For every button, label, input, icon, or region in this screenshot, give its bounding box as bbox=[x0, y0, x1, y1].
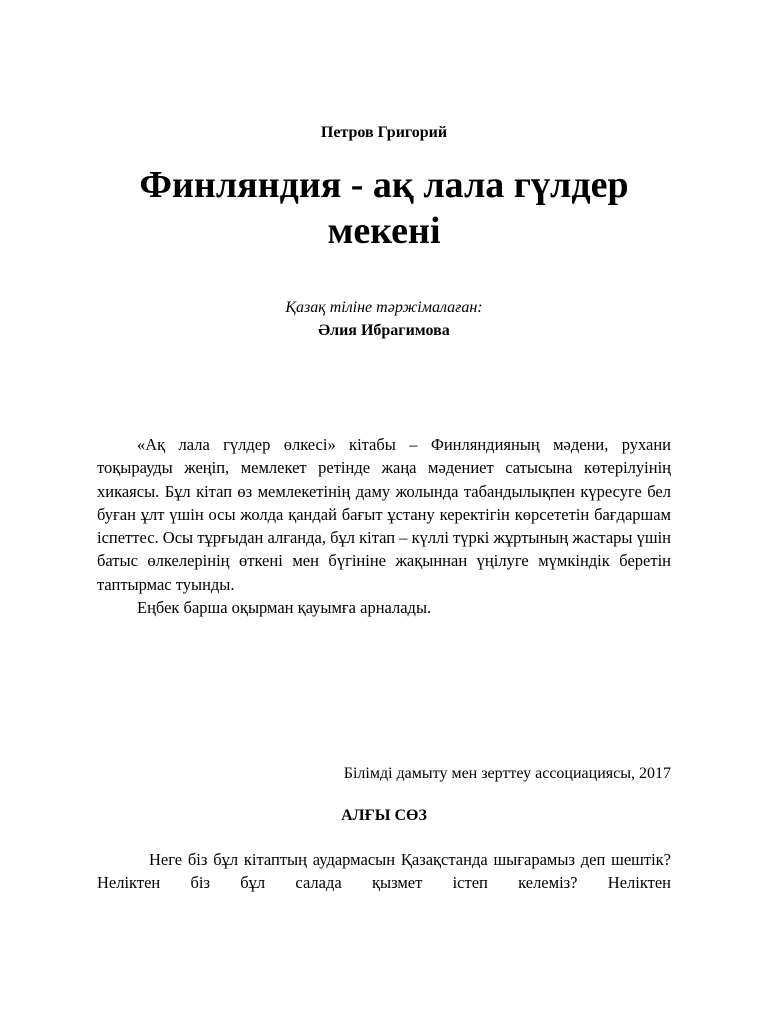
annotation-paragraph: Еңбек барша оқырман қауымға арналады. bbox=[137, 598, 432, 618]
book-title: Финляндия - ақ лала гүлдер мекені bbox=[139, 164, 629, 252]
publisher-line: Білімді дамыту мен зерттеу ассоциациясы, 2017 bbox=[343, 765, 671, 782]
foreword-paragraph: Неге біз бұл кітаптың аудармасын Қазақстанда шығарамыз деп шештік? Неліктен біз бұл салада қызмет істеп келеміз? Неліктен bbox=[97, 850, 671, 893]
translator-name: Әлия Ибрагимова bbox=[318, 322, 450, 339]
annotation-paragraph: «Ақ лала гүлдер өлкесі» кітабы – Финляндияның мәдени, рухани тоқырауды жеңіп, мемлекет ретінде жаңа мәдениет сатысына көтерілуінің хикаясы. Бұл кітап өз мемлекетінің даму жолында табандылықпен күресуге бел буған ұлт үшін осы жолда қандай бағыт ұстану керектігін көрсететін бағдаршам іспеттес. Осы тұрғыдан алғанда, бұл кітап – күллі түркі жұртының жастары үшін батыс өлкелерінің өткені мен бүгініне жақыннан үңілуге мүмкіндік беретін таптырмас туынды. bbox=[97, 435, 671, 594]
author-name: Петров Григорий bbox=[320, 124, 448, 141]
annotation-text bbox=[97, 433, 671, 619]
translated-by-label: Қазақ тіліне тәржімалаған: bbox=[285, 299, 483, 316]
foreword-heading: АЛҒЫ СӨЗ bbox=[341, 807, 427, 824]
foreword-text bbox=[97, 848, 671, 895]
